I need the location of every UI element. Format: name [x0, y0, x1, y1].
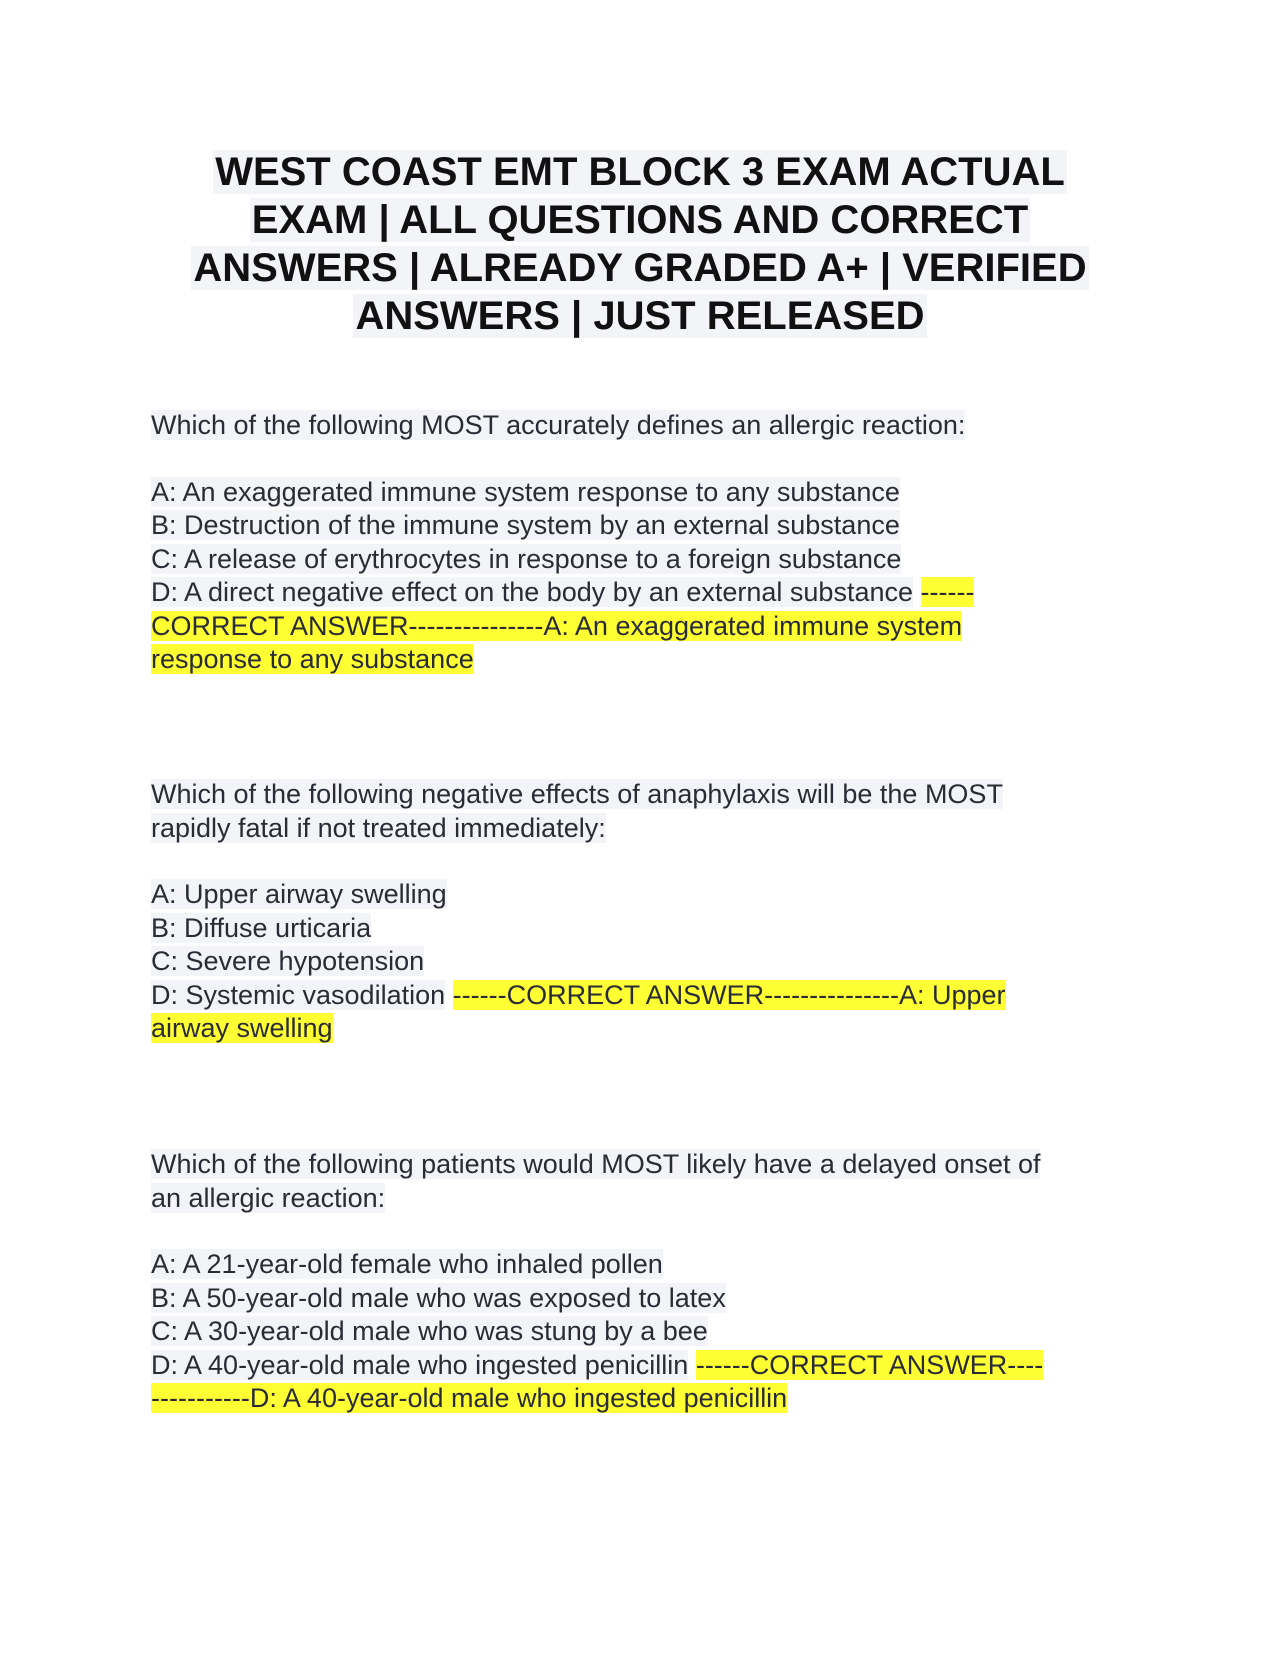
question-stem	[151, 409, 1131, 443]
title-line: ANSWERS | ALREADY GRADED A+ | VERIFIED	[193, 246, 1087, 290]
stem-line: Which of the following patients would MOST likely have a delayed onset of	[151, 1149, 1041, 1179]
answer-options	[151, 878, 1131, 1046]
correct-answer-highlight: ------	[920, 577, 975, 607]
option-c: C: A 30-year-old male who was stung by a bee	[151, 1316, 708, 1346]
correct-answer-line	[151, 610, 1131, 644]
answer-options	[151, 476, 1131, 677]
correct-answer-highlight: ------CORRECT ANSWER---------------A: Upper	[452, 979, 1006, 1010]
answer-options	[151, 1248, 1131, 1416]
option-d: D: A 40-year-old male who ingested penicillin ------CORRECT ANSWER----	[151, 1349, 1044, 1380]
title-line: WEST COAST EMT BLOCK 3 EXAM ACTUAL	[215, 150, 1065, 194]
title-line: EXAM | ALL QUESTIONS AND CORRECT	[251, 198, 1029, 242]
option-d: D: A direct negative effect on the body by an external substance ------	[151, 577, 975, 607]
correct-answer-highlight: response to any substance	[151, 644, 474, 674]
correct-answer-line	[151, 1382, 1131, 1416]
option-a: A: Upper airway swelling	[151, 879, 447, 909]
question-1	[151, 409, 1131, 677]
correct-answer-highlight: CORRECT ANSWER---------------A: An exaggerated immune system	[151, 610, 963, 641]
stem-line: Which of the following negative effects of anaphylaxis will be the MOST	[151, 779, 1003, 809]
option-b: B: Diffuse urticaria	[151, 912, 372, 943]
correct-answer-highlight: airway swelling	[151, 1013, 333, 1043]
option-c: C: Severe hypotension	[151, 946, 425, 976]
document-title	[120, 148, 1160, 340]
correct-answer-line	[151, 643, 1131, 677]
stem-line: rapidly fatal if not treated immediately:	[151, 812, 606, 843]
question-2	[151, 778, 1131, 1046]
option-b: B: Destruction of the immune system by an external substance	[151, 510, 900, 540]
option-a: A: An exaggerated immune system response to any substance	[151, 476, 900, 507]
correct-answer-highlight: -----------D: A 40-year-old male who ingested penicillin	[151, 1383, 788, 1413]
option-a: A: A 21-year-old female who inhaled pollen	[151, 1249, 663, 1279]
option-b: B: A 50-year-old male who was exposed to latex	[151, 1282, 726, 1313]
question-stem	[151, 778, 1131, 845]
correct-answer-highlight: ------CORRECT ANSWER----	[695, 1349, 1044, 1380]
question-stem	[151, 1148, 1131, 1215]
option-c: C: A release of erythrocytes in response to a foreign substance	[151, 543, 902, 574]
title-line: ANSWERS | JUST RELEASED	[355, 294, 925, 338]
question-3	[151, 1148, 1131, 1416]
stem-line: an allergic reaction:	[151, 1182, 386, 1213]
option-d: D: Systemic vasodilation ------CORRECT ANSWER---------------A: Upper	[151, 979, 1006, 1010]
correct-answer-line	[151, 1012, 1131, 1046]
stem-line: Which of the following MOST accurately defines an allergic reaction:	[151, 410, 966, 440]
